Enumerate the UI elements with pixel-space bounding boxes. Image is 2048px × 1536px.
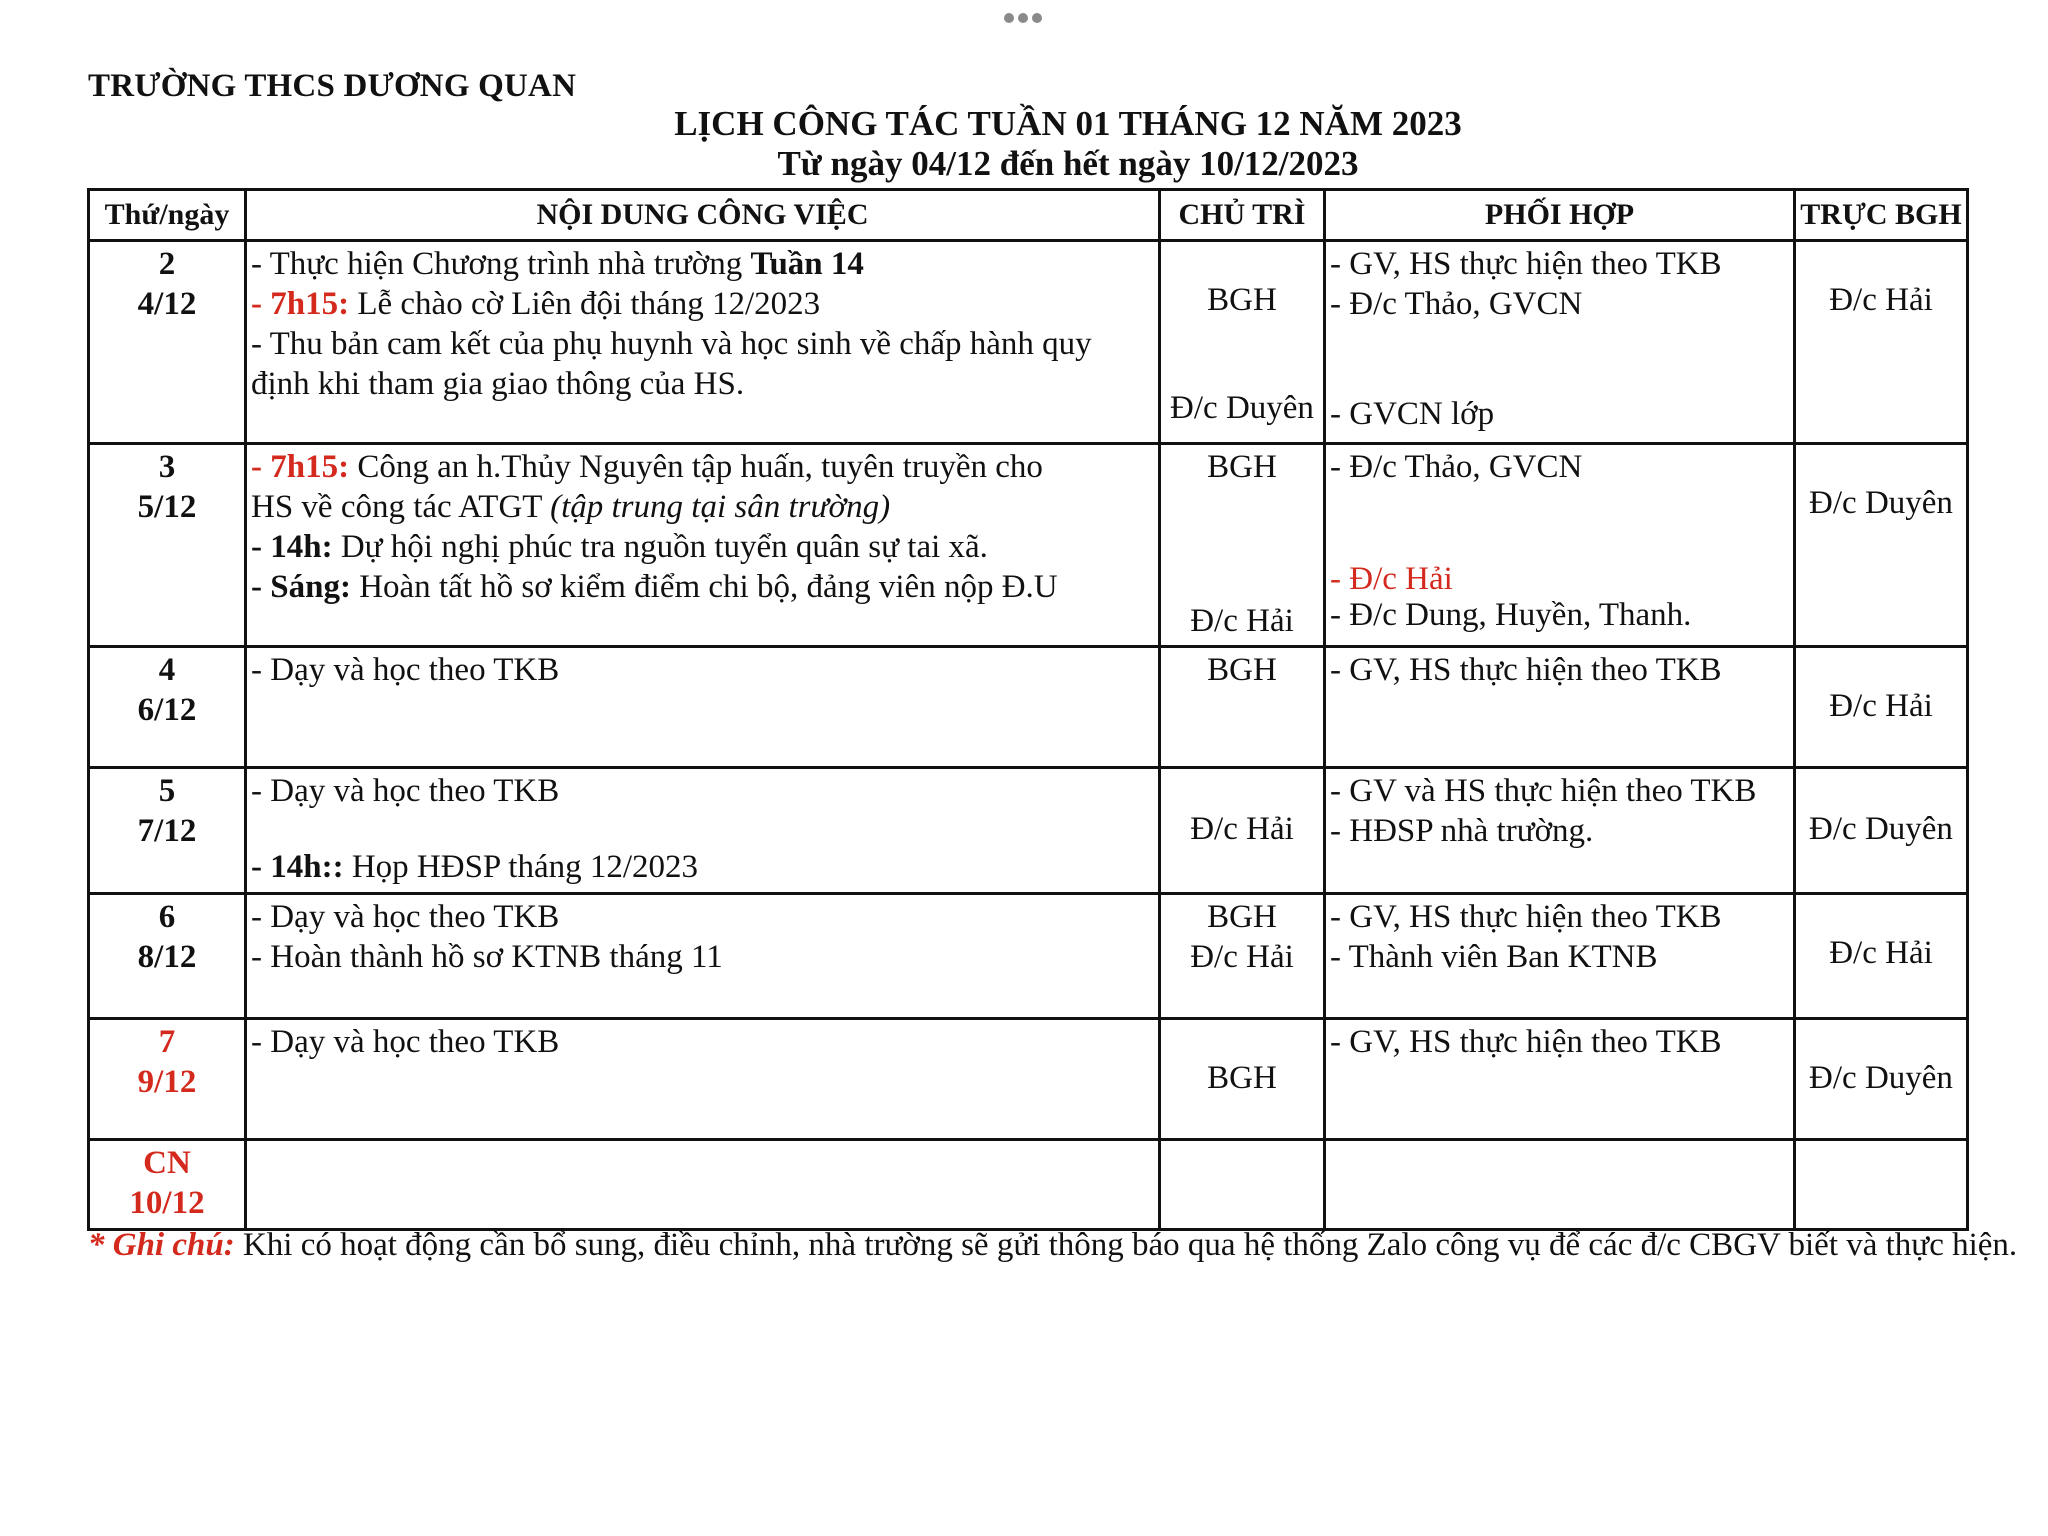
coord-line: - GV và HS thực hiện theo TKB: [1330, 773, 1757, 809]
duty-person: Đ/c Duyên: [1809, 485, 1953, 521]
content-time: - 7h15:: [251, 449, 350, 485]
table-row: [89, 241, 1968, 444]
content-line: [251, 284, 1154, 324]
header-coordination: PHỐI HỢP: [1325, 190, 1795, 241]
date: 5/12: [137, 489, 197, 525]
content-cell: [246, 894, 1160, 1019]
table-row: [89, 647, 1968, 768]
content-line: - Thu bản cam kết của phụ huynh và học sinh về chấp hành quy định khi tham gia giao thông của HS.: [251, 326, 1092, 402]
duty-cell: [1795, 241, 1968, 444]
chair-cell: [1160, 647, 1325, 768]
coord-line: - Đ/c Hải: [1330, 561, 1453, 597]
coordination-cell: [1325, 444, 1795, 647]
date: 9/12: [137, 1064, 197, 1100]
coord-line: - GV, HS thực hiện theo TKB: [1330, 1024, 1722, 1060]
table-row: [89, 1019, 1968, 1140]
document-title: [88, 104, 2048, 184]
schedule-title: LỊCH CÔNG TÁC TUẦN 01 THÁNG 12 NĂM 2023: [674, 104, 1462, 143]
table-row: [89, 768, 1968, 894]
coord-line: - GVCN lớp: [1330, 396, 1495, 432]
coord-line: - Đ/c Dung, Huyền, Thanh.: [1330, 597, 1692, 633]
content-line: [251, 487, 1154, 527]
weekday: CN: [143, 1145, 191, 1181]
chair-cell: [1160, 1019, 1325, 1140]
content-line: - Dạy và học theo TKB: [251, 652, 560, 688]
coord-line: - HĐSP nhà trường.: [1330, 813, 1594, 849]
coordination-cell: [1325, 1140, 1795, 1230]
content-text: Họp HĐSP tháng 12/2023: [343, 849, 699, 885]
content-cell: [246, 647, 1160, 768]
date: 6/12: [137, 692, 197, 728]
coord-line: - GV, HS thực hiện theo TKB: [1330, 652, 1722, 688]
weekday: 4: [158, 652, 176, 688]
weekday: 5: [158, 773, 176, 809]
day-cell: [89, 894, 246, 1019]
header-chair: CHỦ TRÌ: [1160, 190, 1325, 241]
chair-cell: [1160, 768, 1325, 894]
duty-person: Đ/c Duyên: [1809, 1060, 1953, 1096]
content-text: Lễ chào cờ Liên đội tháng 12/2023: [349, 286, 821, 322]
header-content: NỘI DUNG CÔNG VIỆC: [246, 190, 1160, 241]
content-time: - 7h15:: [251, 286, 350, 322]
content-italic: (tập trung tại sân trường): [550, 489, 891, 525]
coordination-cell: [1325, 1019, 1795, 1140]
duty-cell: [1795, 444, 1968, 647]
chair-cell: [1160, 1140, 1325, 1230]
header-duty: TRỰC BGH: [1795, 190, 1968, 241]
content-cell: [246, 1019, 1160, 1140]
content-text: Dự hội nghị phúc tra nguồn tuyển quân sự tai xã.: [332, 529, 988, 565]
date: 8/12: [137, 939, 197, 975]
content-line: [251, 244, 1154, 284]
date: 7/12: [137, 813, 197, 849]
chair-line: BGH: [1207, 282, 1277, 318]
coord-line: - Đ/c Thảo, GVCN: [1330, 449, 1583, 485]
chair-cell: [1160, 241, 1325, 444]
weekday: 7: [158, 1024, 176, 1060]
content-cell: [246, 444, 1160, 647]
content-text: Hoàn tất hồ sơ kiểm điểm chi bộ, đảng viên nộp Đ.U: [350, 569, 1058, 605]
content-line: [251, 567, 1154, 607]
weekday: 2: [158, 246, 176, 282]
chair-cell: [1160, 894, 1325, 1019]
day-cell: [89, 444, 246, 647]
content-label: - 14h::: [251, 849, 344, 885]
date: 4/12: [137, 286, 197, 322]
day-cell: [89, 1019, 246, 1140]
weekday: 6: [158, 899, 176, 935]
content-line: - Dạy và học theo TKB: [251, 773, 560, 809]
schedule-date-range: Từ ngày 04/12 đến hết ngày 10/12/2023: [777, 144, 1359, 183]
chair-line: Đ/c Hải: [1190, 811, 1294, 847]
header-day: Thứ/ngày: [89, 190, 246, 241]
content-label: - Sáng:: [251, 569, 351, 605]
content-bold: Tuần 14: [750, 246, 864, 282]
day-cell: [89, 241, 246, 444]
chair-line: BGH: [1207, 899, 1277, 935]
content-line: - Dạy và học theo TKB: [251, 1024, 560, 1060]
coordination-cell: [1325, 768, 1795, 894]
coord-line: - GV, HS thực hiện theo TKB: [1330, 899, 1722, 935]
day-cell: [89, 647, 246, 768]
duty-person: Đ/c Hải: [1829, 282, 1933, 318]
chair-line: BGH: [1207, 449, 1277, 485]
schedule-table: [87, 188, 1969, 1231]
coordination-cell: [1325, 647, 1795, 768]
duty-cell: [1795, 768, 1968, 894]
content-text: - Thực hiện Chương trình nhà trường: [251, 246, 751, 282]
coord-line: - Đ/c Thảo, GVCN: [1330, 286, 1583, 322]
chair-line: BGH: [1207, 652, 1277, 688]
content-text: Công an h.Thủy Nguyên tập huấn, tuyên truyền cho: [349, 449, 1043, 485]
footnote: [88, 1224, 2038, 1266]
school-name: TRƯỜNG THCS DƯƠNG QUAN: [88, 68, 577, 104]
chair-line: Đ/c Duyên: [1170, 390, 1314, 426]
content-label: - 14h:: [251, 529, 333, 565]
content-text: HS về công tác ATGT: [251, 489, 551, 525]
content-cell: [246, 768, 1160, 894]
duty-cell: [1795, 1019, 1968, 1140]
duty-cell: [1795, 647, 1968, 768]
footnote-text: Khi có hoạt động cần bổ sung, điều chỉnh, nhà trường sẽ gửi thông báo qua hệ thống Zalo công vụ để các đ/c CBGV biết và thực hiện.: [234, 1227, 2018, 1263]
day-cell: [89, 1140, 246, 1230]
date: 10/12: [129, 1185, 205, 1221]
duty-cell: [1795, 894, 1968, 1019]
duty-person: Đ/c Duyên: [1809, 811, 1953, 847]
content-line: [251, 847, 1154, 887]
content-line: - Hoàn thành hồ sơ KTNB tháng 11: [251, 939, 723, 975]
more-options-icon[interactable]: [1004, 13, 1042, 23]
content-line: - Dạy và học theo TKB: [251, 899, 560, 935]
duty-person: Đ/c Hải: [1829, 935, 1933, 971]
table-row: [89, 444, 1968, 647]
duty-person: Đ/c Hải: [1829, 688, 1933, 724]
weekday: 3: [158, 449, 176, 485]
coordination-cell: [1325, 241, 1795, 444]
coord-line: - Thành viên Ban KTNB: [1330, 939, 1658, 975]
coordination-cell: [1325, 894, 1795, 1019]
day-cell: [89, 768, 246, 894]
table-header-row: [89, 190, 1968, 241]
content-line: [251, 527, 1154, 567]
coord-line: - GV, HS thực hiện theo TKB: [1330, 246, 1722, 282]
chair-line: BGH: [1207, 1060, 1277, 1096]
content-line: [251, 447, 1154, 487]
chair-line: Đ/c Hải: [1190, 939, 1294, 975]
content-cell: [246, 1140, 1160, 1230]
chair-line: Đ/c Hải: [1190, 603, 1294, 639]
footnote-label: * Ghi chú:: [88, 1227, 235, 1263]
content-cell: [246, 241, 1160, 444]
chair-cell: [1160, 444, 1325, 647]
duty-cell: [1795, 1140, 1968, 1230]
table-row: [89, 894, 1968, 1019]
table-row: [89, 1140, 1968, 1230]
